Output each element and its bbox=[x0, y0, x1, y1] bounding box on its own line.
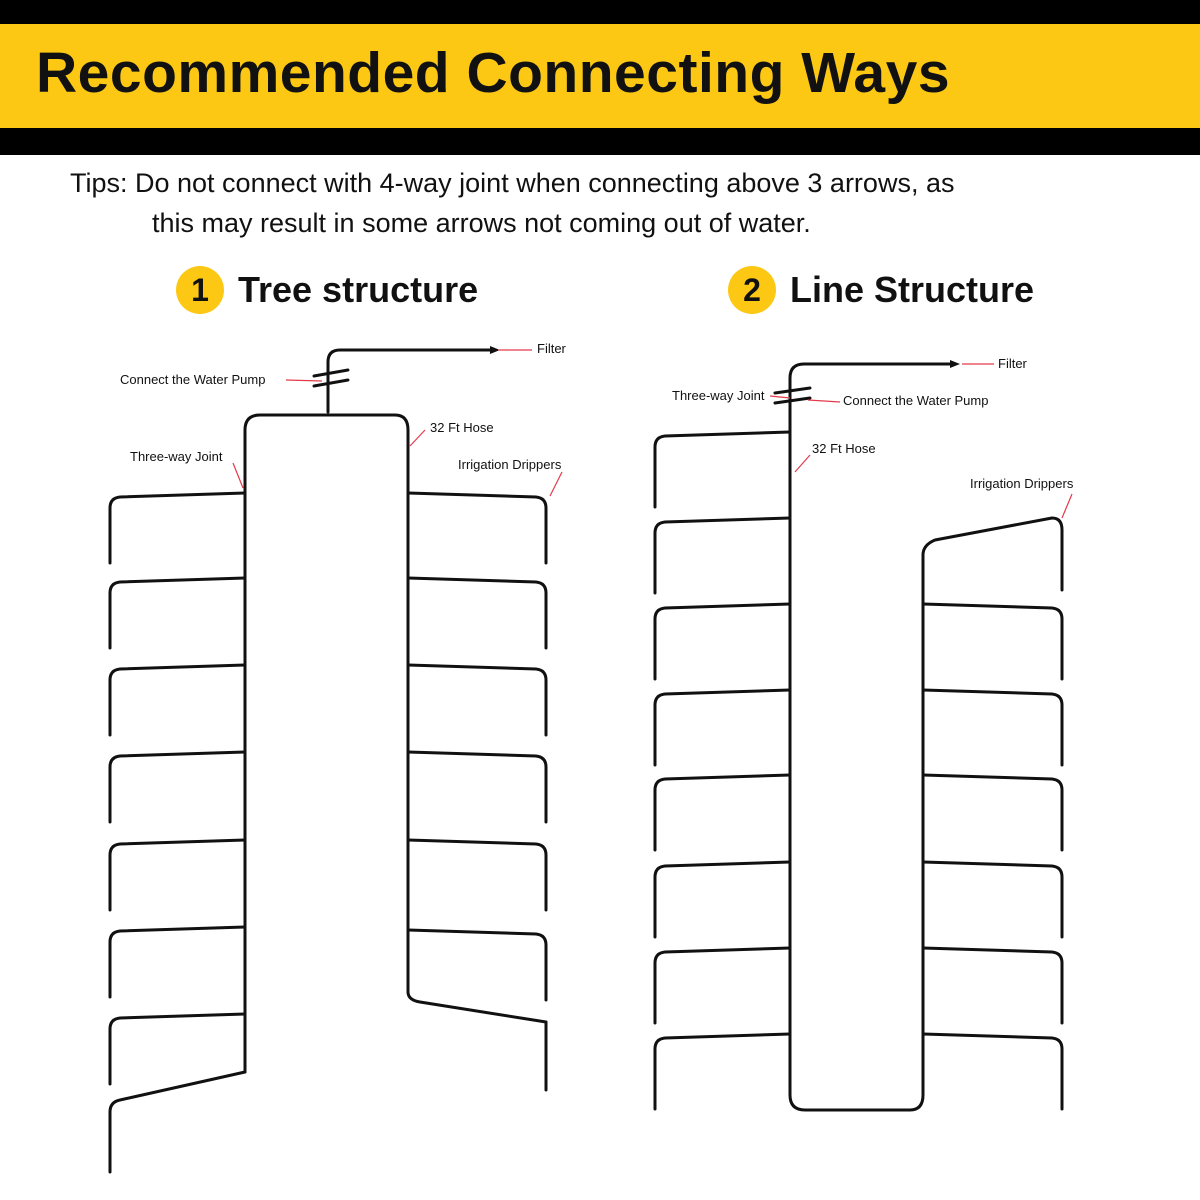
dripper-line bbox=[110, 665, 245, 735]
filter-label: Filter bbox=[998, 356, 1027, 371]
joint-label: Three-way Joint bbox=[672, 388, 765, 403]
hose-label: 32 Ft Hose bbox=[430, 420, 494, 435]
feed-hose bbox=[328, 350, 492, 412]
leader-line bbox=[795, 455, 810, 472]
dripper-line bbox=[923, 604, 1062, 679]
dripper-line bbox=[923, 948, 1062, 1023]
dripper-line bbox=[655, 432, 790, 507]
tips-line-2: this may result in some arrows not coming out of water. bbox=[152, 208, 811, 238]
dripper-line bbox=[923, 862, 1062, 937]
dripper-line bbox=[110, 927, 245, 997]
section-number-badge: 1 bbox=[176, 266, 224, 314]
leader-line bbox=[808, 400, 840, 402]
pump-break-mark bbox=[314, 370, 348, 386]
leader-line bbox=[770, 396, 790, 398]
dripper-line bbox=[655, 1034, 790, 1109]
dripper-line bbox=[408, 752, 546, 822]
dripper-line bbox=[110, 752, 245, 822]
dripper-line bbox=[110, 493, 245, 563]
dripper-line bbox=[408, 578, 546, 648]
dripper-line bbox=[655, 775, 790, 850]
dripper-line bbox=[408, 930, 546, 1000]
dripper-line bbox=[110, 1072, 245, 1172]
hose-label: 32 Ft Hose bbox=[812, 441, 876, 456]
pump-label: Connect the Water Pump bbox=[120, 372, 266, 387]
leader-line bbox=[410, 430, 425, 446]
drippers-label: Irrigation Drippers bbox=[458, 457, 562, 472]
dripper-line bbox=[110, 578, 245, 648]
dripper-line bbox=[655, 518, 790, 593]
dripper-line bbox=[110, 1014, 245, 1084]
pump-break-mark bbox=[775, 388, 810, 403]
dripper-line bbox=[408, 493, 546, 563]
main-hose bbox=[245, 415, 546, 1072]
pump-label: Connect the Water Pump bbox=[843, 393, 989, 408]
dripper-line bbox=[655, 862, 790, 937]
section-number-badge: 2 bbox=[728, 266, 776, 314]
joint-label: Three-way Joint bbox=[130, 449, 223, 464]
dripper-line bbox=[923, 1034, 1062, 1109]
page-title: Recommended Connecting Ways bbox=[36, 41, 951, 105]
leader-line bbox=[233, 463, 243, 488]
leader-line bbox=[550, 472, 562, 496]
filter-arrow bbox=[950, 360, 960, 368]
tips-line-1: Tips: Do not connect with 4-way joint when connecting above 3 arrows, as bbox=[70, 168, 955, 198]
dripper-line bbox=[655, 948, 790, 1023]
leader-line bbox=[1062, 494, 1072, 518]
drippers-label: Irrigation Drippers bbox=[970, 476, 1074, 491]
dripper-line bbox=[408, 840, 546, 910]
section-title: Tree structure bbox=[238, 269, 479, 310]
main-hose bbox=[790, 400, 1062, 1110]
filter-label: Filter bbox=[537, 341, 566, 356]
leader-line bbox=[286, 380, 322, 381]
dripper-line bbox=[923, 775, 1062, 850]
dripper-line bbox=[655, 604, 790, 679]
dripper-line bbox=[110, 840, 245, 910]
dripper-line bbox=[408, 665, 546, 735]
dripper-line bbox=[655, 690, 790, 765]
section-title: Line Structure bbox=[790, 269, 1035, 310]
dripper-line bbox=[923, 690, 1062, 765]
